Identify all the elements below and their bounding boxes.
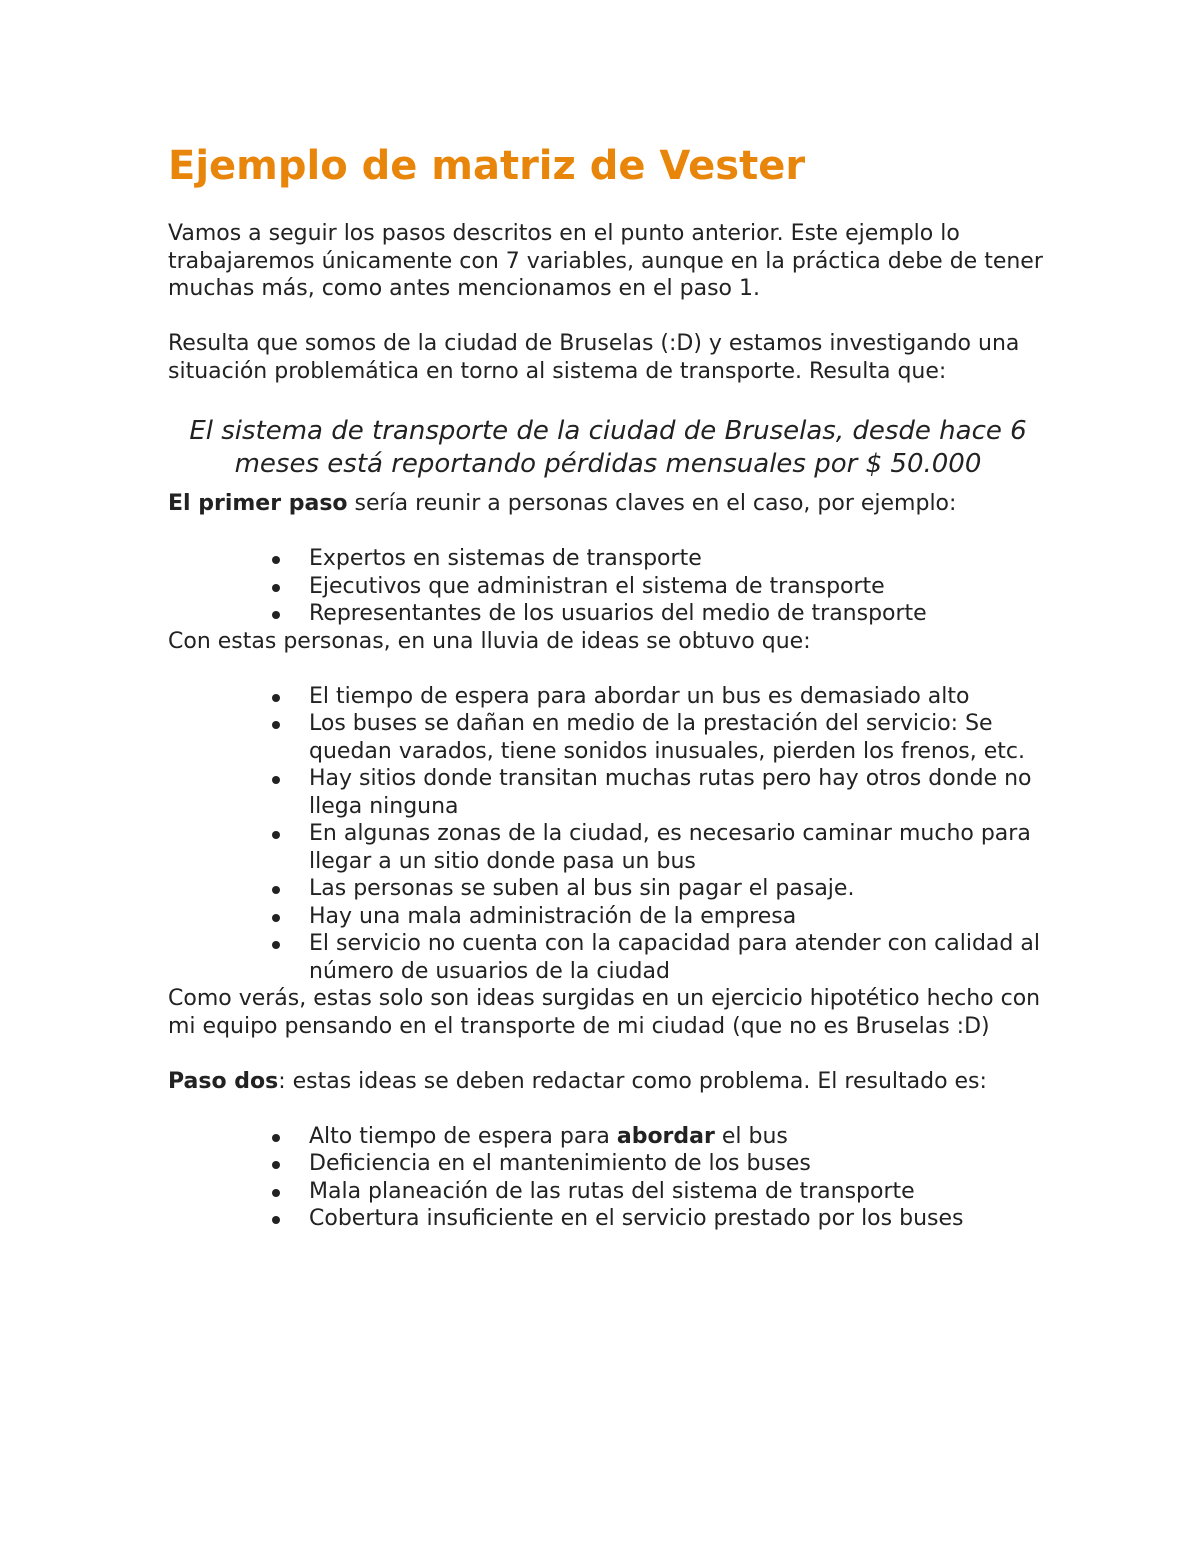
bullet-icon (272, 1161, 280, 1169)
list-item: Mala planeación de las rutas del sistema de transporte (168, 1178, 1048, 1206)
list-item: En algunas zonas de la ciudad, es necesario caminar mucho para llegar a un sitio donde pasa un bus (168, 820, 1048, 875)
intro-paragraph: Vamos a seguir los pasos descritos en el punto anterior. Este ejemplo lo trabajaremos únicamente con 7 variables, aunque en la práctica debe de tener muchas más, como antes mencionamos en el paso 1. (168, 221, 1043, 301)
list-item: Alto tiempo de espera para abordar el bus (168, 1123, 1048, 1151)
list-item: Deficiencia en el mantenimiento de los buses (168, 1150, 1048, 1178)
list-item: El tiempo de espera para abordar un bus es demasiado alto (168, 683, 1048, 711)
step-one-label: El primer paso (168, 491, 348, 516)
bullet-icon (272, 1216, 280, 1224)
bullet-icon (272, 611, 280, 619)
context-paragraph: Resulta que somos de la ciudad de Bruselas (:D) y estamos investigando una situación problemática en torno al sistema de transporte. Resulta que: (168, 331, 1020, 384)
experts-list (168, 545, 1048, 628)
list-item: Ejecutivos que administran el sistema de transporte (168, 573, 1048, 601)
list-item: Hay sitios donde transitan muchas rutas pero hay otros donde no llega ninguna (168, 765, 1048, 820)
note-paragraph: Como verás, estas solo son ideas surgidas en un ejercicio hipotético hecho con mi equipo pensando en el transporte de mi ciudad (que no es Bruselas :D) (168, 986, 1041, 1039)
step-two-paragraph (168, 1068, 1048, 1096)
list-item: Cobertura insuficiente en el servicio prestado por los buses (168, 1205, 1048, 1233)
problems-list (168, 1123, 1048, 1233)
step-two-text: : estas ideas se deben redactar como problema. El resultado es: (278, 1068, 987, 1094)
bullet-icon (272, 914, 280, 922)
list-item: Las personas se suben al bus sin pagar el pasaje. (168, 875, 1048, 903)
bullet-icon (272, 886, 280, 894)
problem-statement-quote: El sistema de transporte de la ciudad de Bruselas, desde hace 6 meses está reportando pérdidas mensuales por $ 50.000 (189, 416, 1027, 479)
bullet-icon (272, 941, 280, 949)
list-item: Expertos en sistemas de transporte (168, 545, 1048, 573)
brainstorm-intro: Con estas personas, en una lluvia de ideas se obtuvo que: (168, 628, 811, 654)
bullet-icon (272, 776, 280, 784)
ideas-list (168, 683, 1048, 986)
bullet-icon (272, 694, 280, 702)
list-item: Hay una mala administración de la empresa (168, 903, 1048, 931)
step-one-text: sería reunir a personas claves en el caso, por ejemplo: (347, 491, 957, 516)
step-two-label: Paso dos (168, 1068, 279, 1094)
list-item: Los buses se dañan en medio de la prestación del servicio: Se quedan varados, tiene sonidos inusuales, pierden los frenos, etc. (168, 710, 1048, 765)
document-page (168, 140, 1048, 1233)
bullet-icon (272, 1189, 280, 1197)
list-item: Representantes de los usuarios del medio de transporte (168, 600, 1048, 628)
bullet-icon (272, 831, 280, 839)
bullet-icon (272, 1134, 280, 1142)
bullet-icon (272, 721, 280, 729)
list-item: El servicio no cuenta con la capacidad para atender con calidad al número de usuarios de la ciudad (168, 930, 1048, 985)
bullet-icon (272, 584, 280, 592)
step-one-paragraph (168, 490, 1048, 518)
page-title: Ejemplo de matriz de Vester (168, 143, 806, 189)
bullet-icon (272, 556, 280, 564)
